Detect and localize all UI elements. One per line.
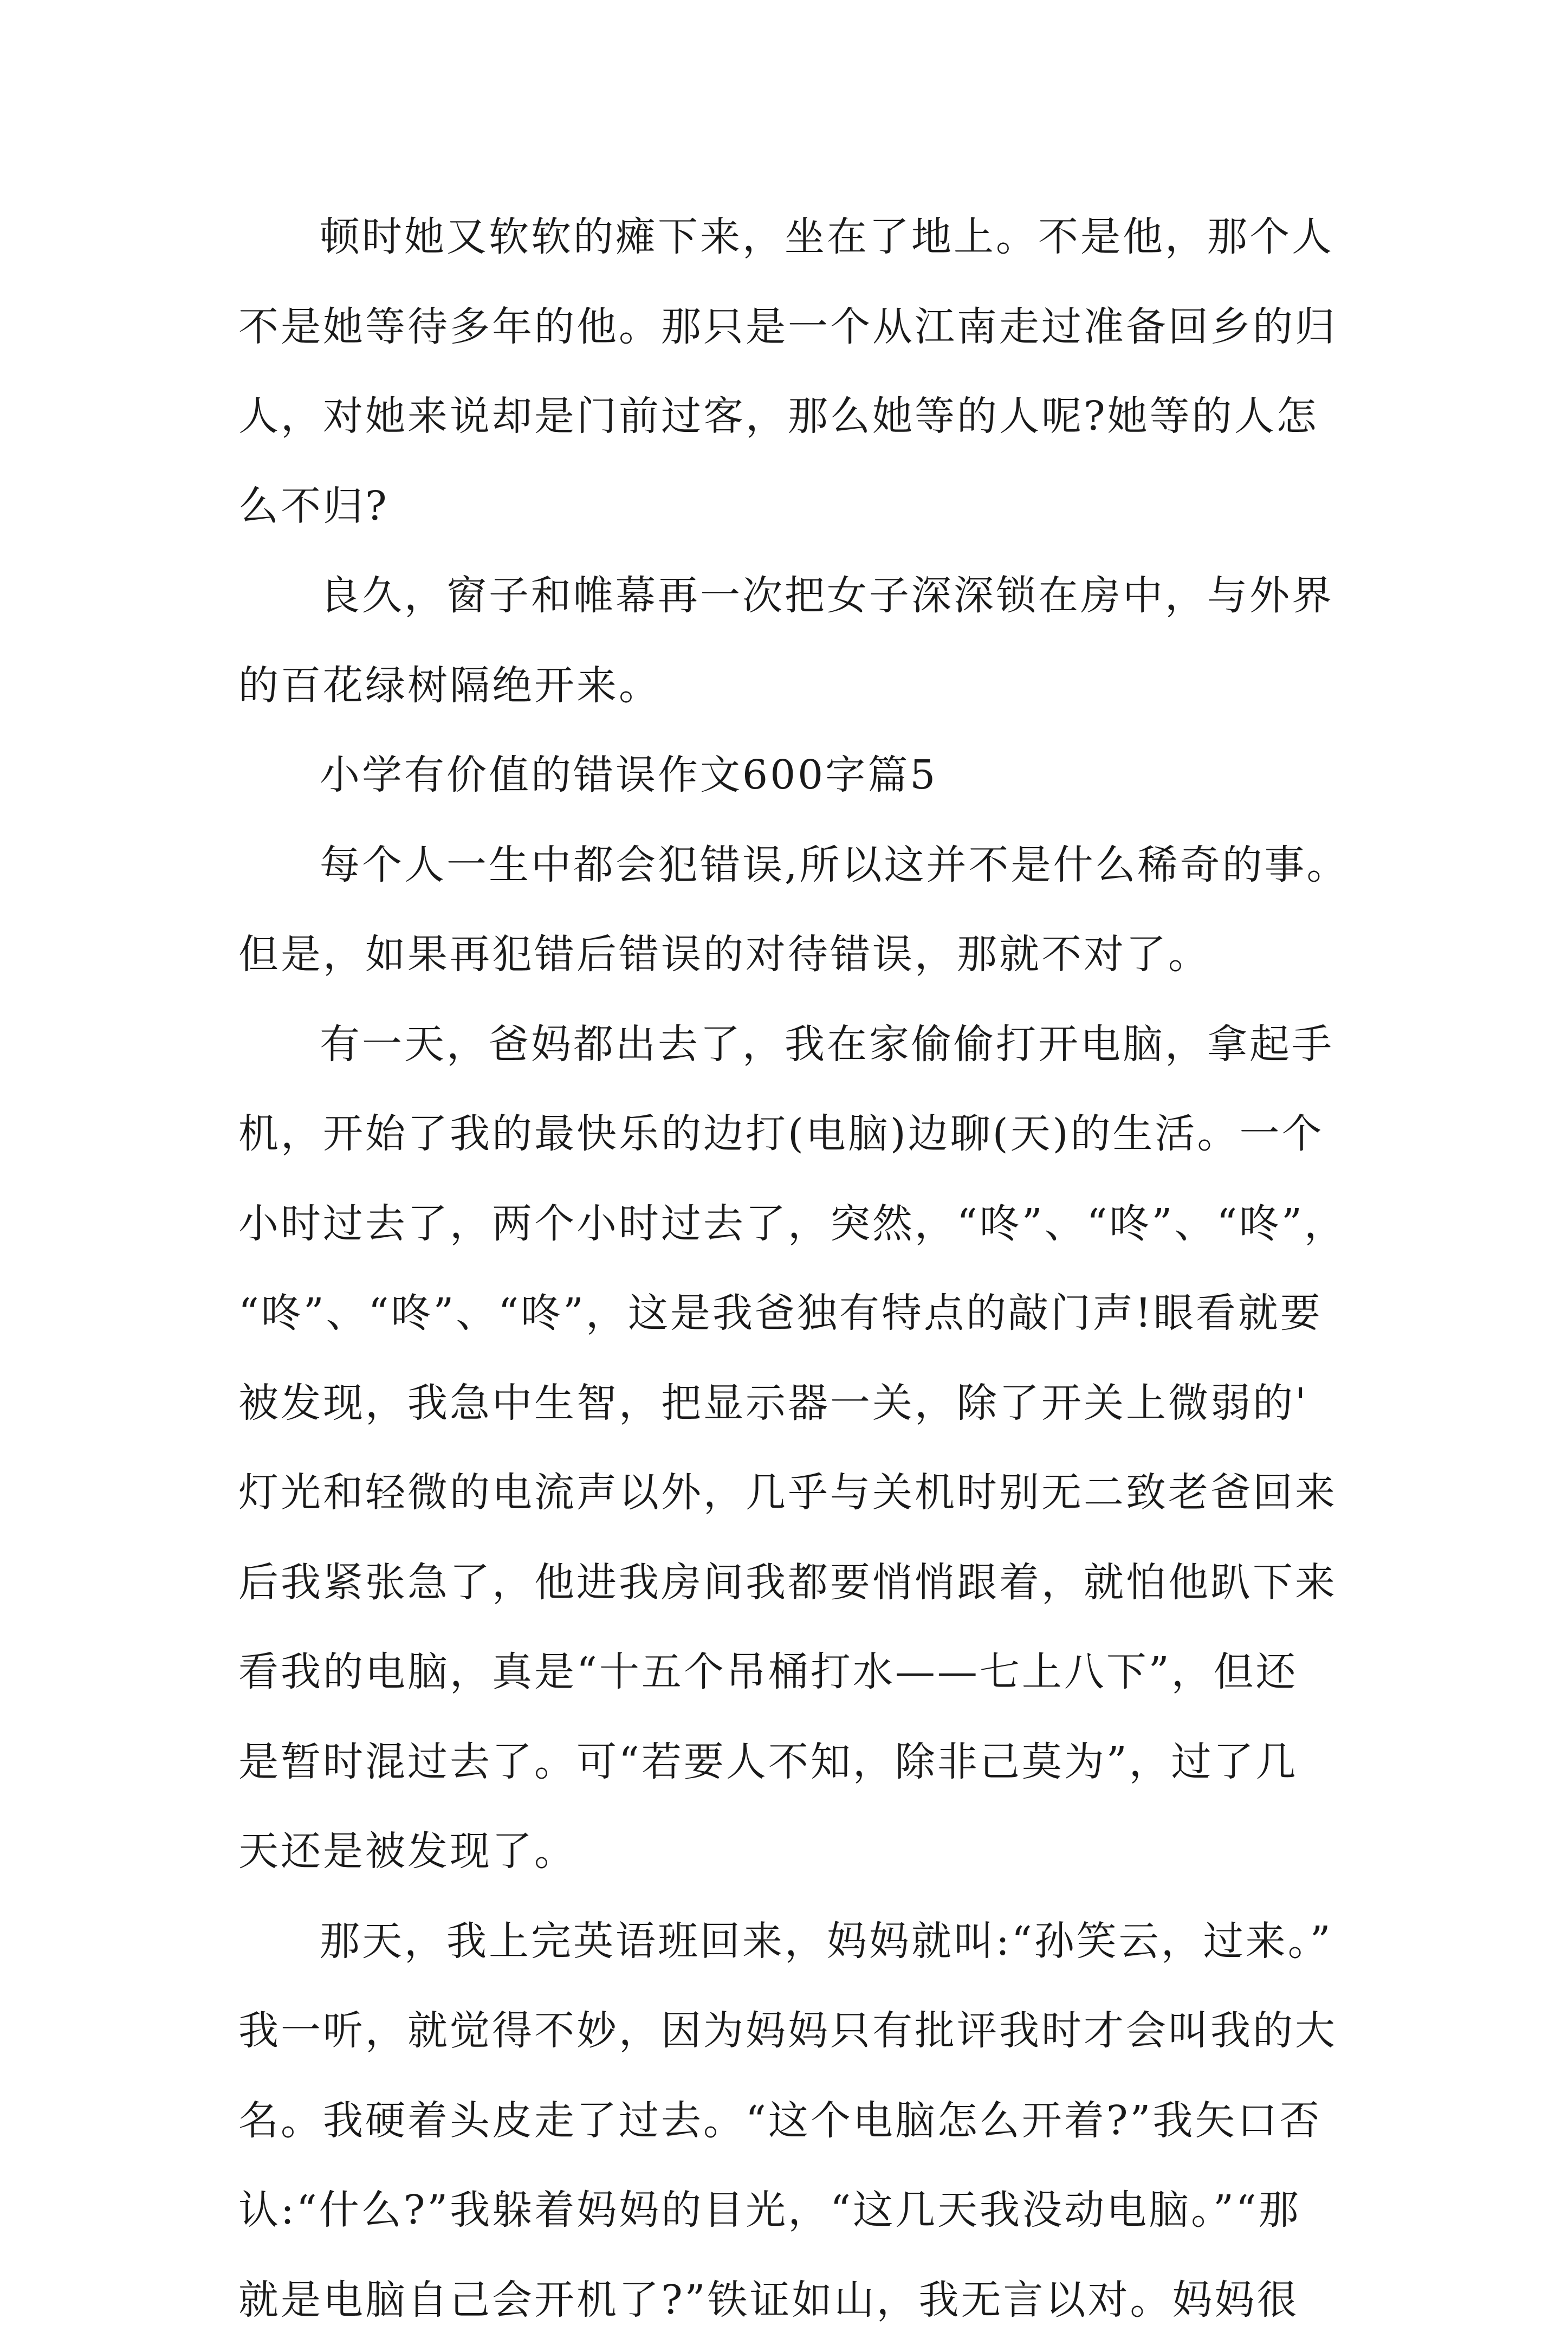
text-line: 每个人一生中都会犯错误,所以这并不是什么稀奇的事。 — [238, 821, 1338, 910]
text-line: 有一天，爸妈都出去了，我在家偷偷打开电脑，拿起手 — [238, 1000, 1338, 1090]
text-line: 良久，窗子和帷幕再一次把女子深深锁在房中，与外界 — [238, 551, 1338, 641]
text-line: 么不归? — [238, 462, 1338, 552]
text-line: 小时过去了，两个小时过去了，突然，“咚”、“咚”、“咚”， — [238, 1179, 1338, 1269]
text-line: 天还是被发现了。 — [238, 1807, 1338, 1897]
text-line: 看我的电脑，真是“十五个吊桶打水——七上八下”，但还 — [238, 1627, 1338, 1717]
text-line: 顿时她又软软的瘫下来，坐在了地上。不是他，那个人 — [238, 192, 1338, 282]
text-line: 的百花绿树隔绝开来。 — [238, 641, 1338, 731]
text-line: 后我紧张急了，他进我房间我都要悄悄跟着，就怕他趴下来 — [238, 1538, 1338, 1628]
essay-body — [238, 192, 1338, 2345]
text-line: 就是电脑自己会开机了?”铁证如山，我无言以对。妈妈很 — [238, 2256, 1338, 2345]
text-line: 灯光和轻微的电流声以外，几乎与关机时别无二致老爸回来 — [238, 1448, 1338, 1538]
text-line: 被发现，我急中生智，把显示器一关，除了开关上微弱的' — [238, 1359, 1338, 1449]
text-line: “咚”、“咚”、“咚”，这是我爸独有特点的敲门声!眼看就要 — [238, 1269, 1338, 1359]
text-line: 那天，我上完英语班回来，妈妈就叫:“孙笑云，过来。” — [238, 1897, 1338, 1987]
text-line: 是暂时混过去了。可“若要人不知，除非己莫为”，过了几 — [238, 1717, 1338, 1807]
text-line: 机，开始了我的最快乐的边打(电脑)边聊(天)的生活。一个 — [238, 1089, 1338, 1179]
text-line: 认:“什么?”我躲着妈妈的目光，“这几天我没动电脑。”“那 — [238, 2166, 1338, 2256]
text-line: 人，对她来说却是门前过客，那么她等的人呢?她等的人怎 — [238, 372, 1338, 462]
section-heading: 小学有价值的错误作文600字篇5 — [238, 731, 1338, 821]
text-line: 我一听，就觉得不妙，因为妈妈只有批评我时才会叫我的大 — [238, 1986, 1338, 2076]
text-line: 名。我硬着头皮走了过去。“这个电脑怎么开着?”我矢口否 — [238, 2076, 1338, 2166]
text-line: 但是，如果再犯错后错误的对待错误，那就不对了。 — [238, 910, 1338, 1000]
text-line: 不是她等待多年的他。那只是一个从江南走过准备回乡的归 — [238, 282, 1338, 372]
